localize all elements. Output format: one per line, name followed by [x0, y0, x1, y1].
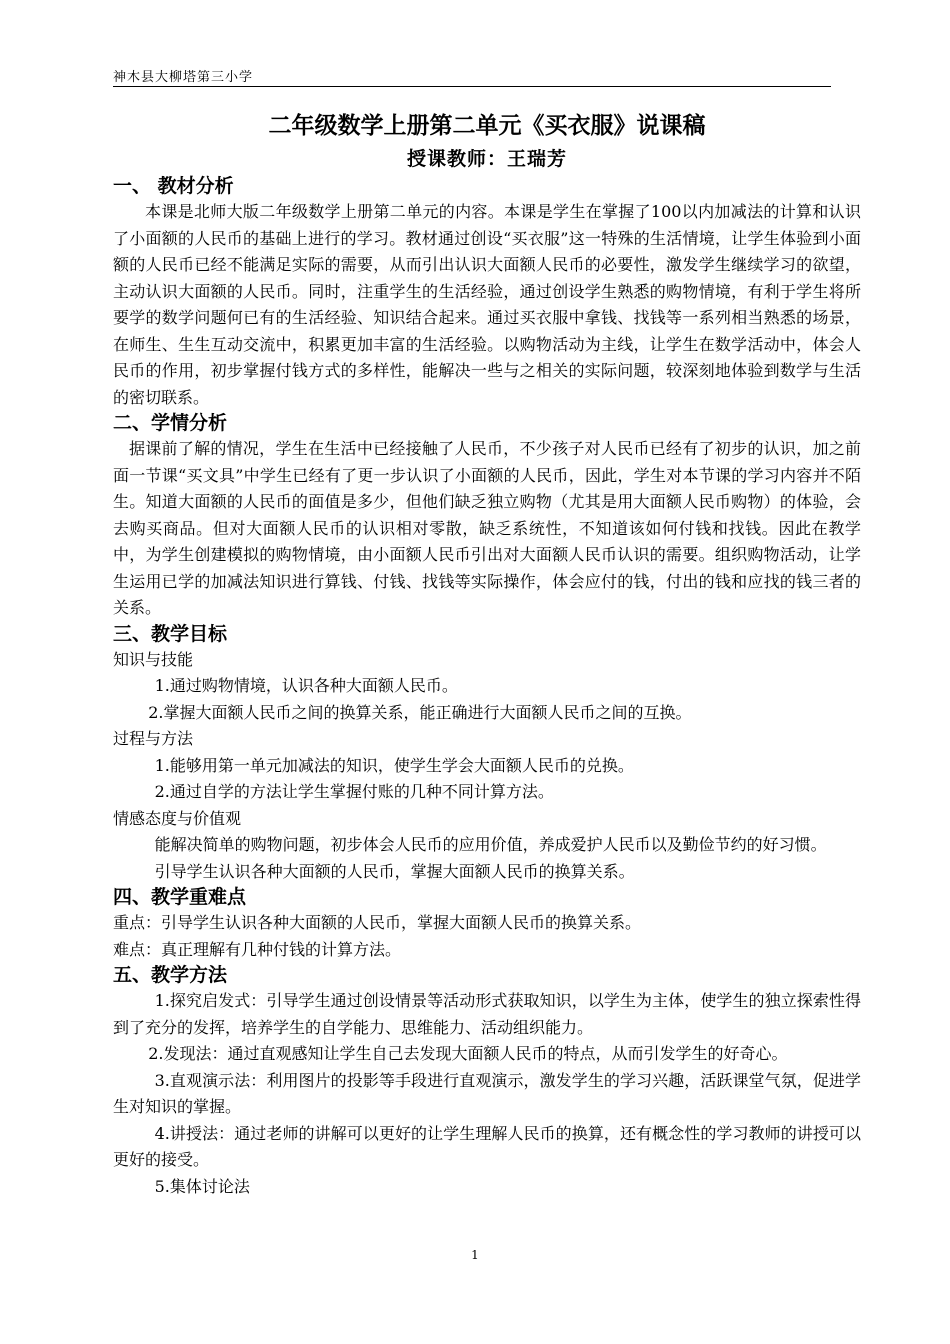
goal-emotion-1: 能解决简单的购物问题，初步体会人民币的应用价值，养成爱护人民币以及勤俭节约的好习惯。 — [154, 835, 827, 854]
section-heading-teaching-goals: 三、教学目标 — [113, 622, 228, 645]
page-number: 1 — [471, 1248, 479, 1262]
goal-process-1: 1.能够用第一单元加减法的知识，使学生学会大面额人民币的兑换。 — [154, 755, 634, 775]
goal-process-2: 2.通过自学的方法让学生掌握付账的几种不同计算方法。 — [154, 782, 554, 801]
section-paragraph-learner-analysis: 据课前了解的情况，学生在生活中已经接触了人民币，不少孩子对人民币已经有了初步的认识，加之前面一节课“买文具”中学生已经有了更一步认识了小面额的人民币，因此，学生对本节课的学习内容并不陌生。知道大面额的人民币的面值是多少，但他们缺乏独立购物（尤其是用大面额人民币购物）的体验，会去购买商品。但对大面额人民币的认识相对零散，缺乏系统性，不知道该如何付钱和找钱。因此在教学中，为学生创建模拟的购物情境，由小面额人民币引出对大面额人民币认识的需要。组织购物活动，让学生运用已学的加减法知识进行算钱、付钱、找钱等实际操作，体会应付的钱，付出的钱和应找的钱三者的关系。 — [113, 439, 861, 617]
header-school-name: 神木县大柳塔第三小学 — [113, 70, 254, 85]
document-title: 二年级数学上册第二单元《买衣服》说课稿 — [268, 113, 706, 139]
subheading-emotion-values: 情感态度与价值观 — [113, 808, 242, 828]
section-heading-learner-analysis: 二、学情分析 — [113, 412, 228, 434]
difficult-point: 难点：真正理解有几种付钱的计算方法。 — [113, 939, 402, 959]
teacher-line: 授课教师：王瑞芳 — [406, 148, 567, 170]
method-3: 3.直观演示法：利用图片的投影等手段进行直观演示，激发学生的学习兴趣，活跃课堂气氛，促进学生对知识的掌握。 — [113, 1070, 861, 1116]
method-5: 5.集体讨论法 — [154, 1176, 250, 1196]
section-paragraph-textbook-analysis: 本课是北师大版二年级数学上册第二单元的内容。本课是学生在掌握了100以内加减法的计算和认识了小面额的人民币的基础上进行的学习。教材通过创设“买衣服”这一特殊的生活情境，让学生体验到小面额的人民币已经不能满足实际的需要，从而引出认识大面额人民币的必要性，激发学生继续学习的欲望，主动认识大面额的人民币。同时，注重学生的生活经验，通过创设学生熟悉的购物情境，有利于学生将所要学的数学问题何已有的生活经验、知识结合起来。通过买衣服中拿钱、找钱等一系列相当熟悉的场景，在师生、生生互动交流中，积累更加丰富的生活经验。以购物活动为主线，让学生在数学活动中，体会人民币的作用，初步掌握付钱方式的多样性，能解决一些与之相关的实际问题，较深刻地体验到数学与生活的密切联系。 — [113, 202, 861, 407]
goal-knowledge-1: 1.通过购物情境，认识各种大面额人民币。 — [154, 676, 458, 695]
goal-emotion-2: 引导学生认识各种大面额的人民币，掌握大面额人民币的换算关系。 — [154, 861, 635, 881]
document-body — [113, 106, 861, 1200]
method-1: 1.探究启发式：引导学生通过创设情景等活动形式获取知识，以学生为主体，使学生的独立探索性得到了充分的发挥，培养学生的自学能力、思维能力、活动组织能力。 — [113, 991, 861, 1037]
header-divider — [113, 86, 831, 87]
section-heading-key-difficult: 四、教学重难点 — [113, 886, 247, 908]
subheading-knowledge-skills: 知识与技能 — [113, 649, 194, 669]
section-heading-teaching-methods: 五、教学方法 — [113, 964, 228, 986]
section-heading-textbook-analysis: 一、 教材分析 — [113, 175, 234, 197]
subheading-process-method: 过程与方法 — [113, 729, 194, 748]
method-2: 2.发现法：通过直观感知让学生自己去发现大面额人民币的特点，从而引发学生的好奇心。 — [148, 1044, 788, 1063]
key-point: 重点：引导学生认识各种大面额的人民币，掌握大面额人民币的换算关系。 — [113, 913, 642, 932]
goal-knowledge-2: 2.掌握大面额人民币之间的换算关系，能正确进行大面额人民币之间的互换。 — [148, 702, 692, 722]
method-4: 4.讲授法：通过老师的讲解可以更好的让学生理解人民币的换算，还有概念性的学习教师的讲授可以更好的接受。 — [113, 1123, 861, 1169]
